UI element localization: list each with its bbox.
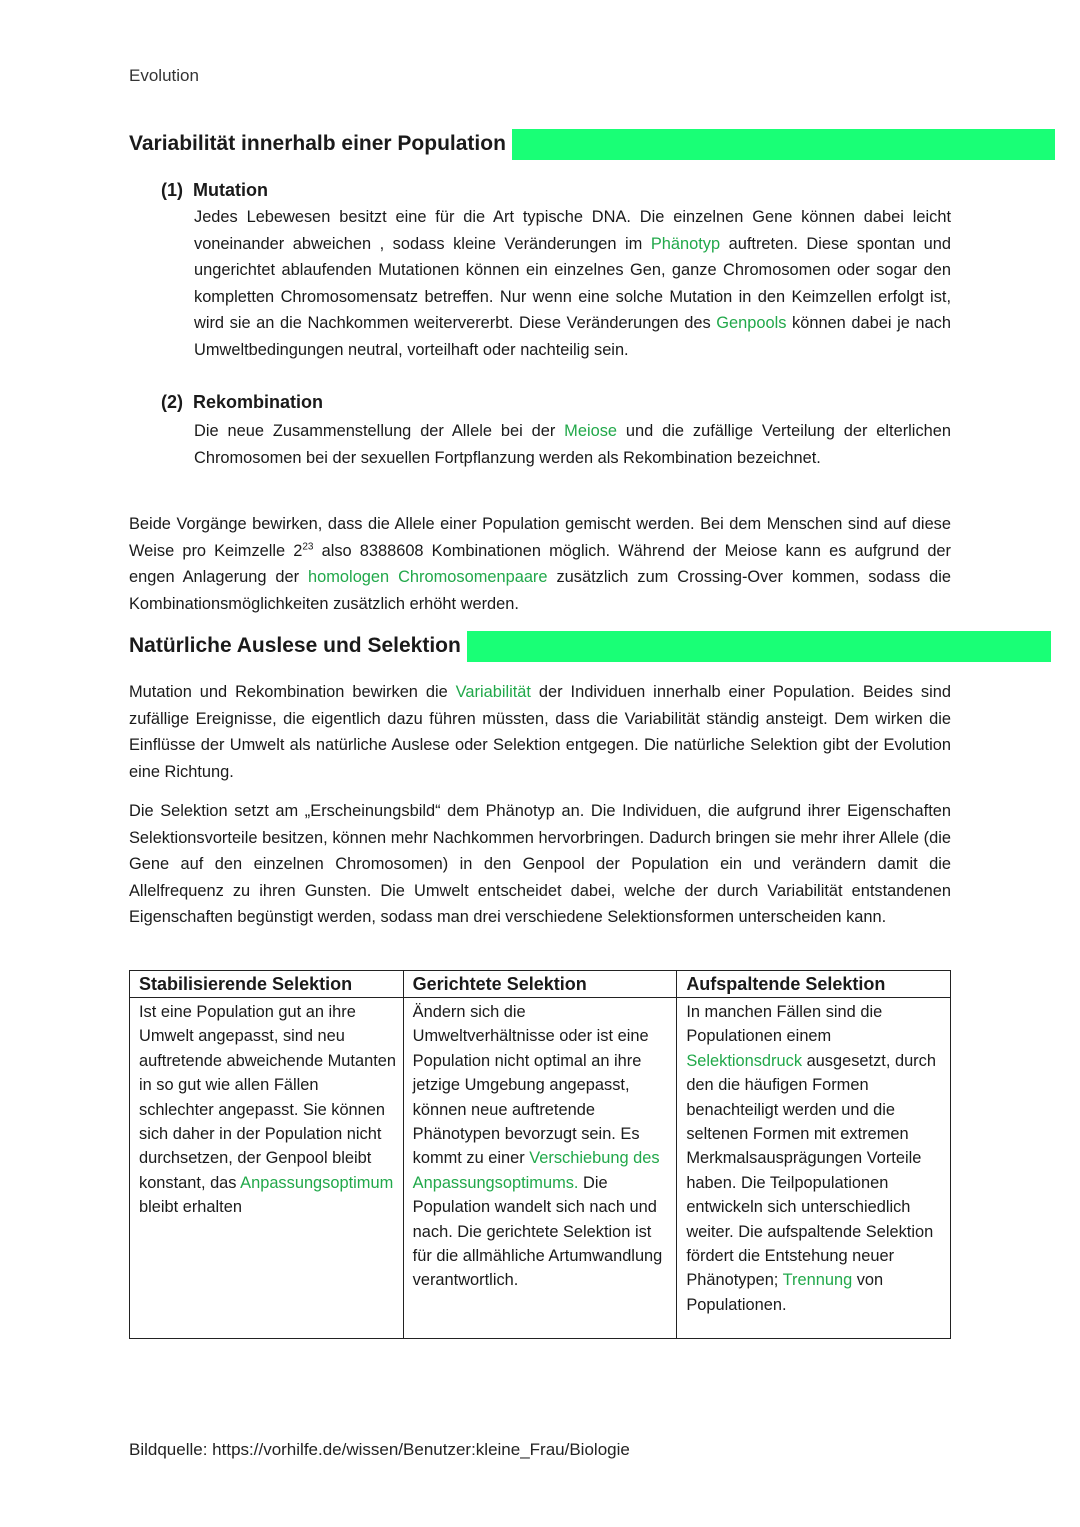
- term-phaenotyp: Phänotyp: [650, 234, 721, 253]
- table-header: Stabilisierende Selektion: [130, 971, 404, 998]
- selection-paragraph-2: Die Selektion setzt am „Erscheinungsbild“ dem Phänotyp an. Die Individuen, die aufgrund ihrer Eigenschaften Selektionsvorteile besitzen, können mehr Nachkommen hervorbringen. Dadurch bringen sie mehr ihrer Allele (die Gene auf den einzelnen Chromosomen) in den Genpool der Population ein und verändern damit die Allelfrequenz zu ihren Gunsten. Die Umwelt entscheidet dabei, welche der durch Variabilität entstandenen Eigenschaften begünstigt werden, sodass man drei verschiedene Selektionsformen unterscheiden kann.: [129, 802, 951, 926]
- table-header-row: [130, 971, 951, 998]
- selection-paragraph-1: Mutation und Rekombination bewirken die Variabilität der Individuen innerhalb einer Population. Beides sind zufällige Ereignisse, die eigentlich dazu führen müssten, dass die Variabilität ständig ansteigt. Dem wirken die Einflüsse der Umwelt als natürliche Auslese oder Selektion entgegen. Die natürliche Selektion gibt der Evolution eine Richtung.: [129, 683, 951, 781]
- table-cell-disruptive: In manchen Fällen sind die Populationen einem Selektionsdruck ausgesetzt, durch den die häufigen Formen benachteiligt werden und die seltenen Formen mit extremen Merkmalsausprägungen Vorteile haben. Die Teilpopulationen entwickeln sich unterschiedlich weiter. Die aufspaltende Selektion fördert die Entstehung neuer Phänotypen; Trennung von Populationen.: [677, 998, 951, 1339]
- recombination-paragraph: Die neue Zusammenstellung der Allele bei der Meiose und die zufällige Verteilung der elterlichen Chromosomen bei der sexuellen Fortpflanzung werden als Rekombination bezeichnet.: [194, 422, 951, 467]
- mutation-paragraph: Jedes Lebewesen besitzt eine für die Art typische DNA. Die einzelnen Gene können dabei leicht voneinander abweichen , sodass kleine Veränderungen im Phänotyp auftreten. Diese spontan und ungerichtet ablaufenden Mutationen können ein einzelnes Gen, ganze Chromosomen oder sogar den kompletten Chromosomensatz betreffen. Nur wenn eine solche Mutation in den Keimzellen erfolgt ist, wird sie an die Nachkommen weitervererbt. Diese Veränderungen des Genpools können dabei je nach Umweltbedingungen neutral, vorteilhaft oder nachteilig sein.: [194, 208, 951, 359]
- section-title: Variabilität innerhalb einer Population: [129, 132, 506, 155]
- item-number: (2): [161, 392, 183, 412]
- item-title: Rekombination: [193, 392, 324, 412]
- item-heading-mutation: [161, 180, 268, 201]
- term-selektionsdruck: Selektionsdruck: [686, 1051, 803, 1070]
- page-header: Evolution: [129, 66, 199, 85]
- table-header: Aufspaltende Selektion: [677, 971, 951, 998]
- table-cell-stabilizing: Ist eine Population gut an ihre Umwelt angepasst, sind neu auftretende abweichende Mutanten in so gut wie allen Fällen schlechter angepasst. Sie können sich daher in der Population nicht durchsetzen, der Genpool bleibt konstant, das Anpassungsoptimum bleibt erhalten: [130, 998, 404, 1339]
- summary-paragraph: Beide Vorgänge bewirken, dass die Allele einer Population gemischt werden. Bei dem Menschen sind auf diese Weise pro Keimzelle $2^{23}$ also 8388608 Kombinationen möglich. Während der Meiose kann es aufgrund der engen Anlagerung der homologen Chromosomenpaare zusätzlich zum Crossing-Over kommen, sodass die Kombinationsmöglichkeiten zusätzlich erhöht werden.: [129, 515, 952, 613]
- item-title: Mutation: [193, 180, 268, 200]
- section-heading-selection: [129, 629, 1051, 663]
- selection-table: [129, 970, 951, 1339]
- term-genpools: Genpools: [716, 314, 787, 332]
- table-cell-directional: Ändern sich die Umweltverhältnisse oder ist eine Population nicht optimal an ihre jetzige Umgebung angepasst, können neue auftretende Phänotypen bevorzugt sein. Es kommt zu einer Verschiebung des Anpassungsoptimums. Die Population wandelt sich nach und nach. Die gerichtete Selektion ist für die allmähliche Artumwandlung verantwortlich.: [403, 998, 677, 1339]
- item-heading-recombination: [161, 392, 323, 413]
- term-verschiebung: Verschiebung des Anpassungsoptimums.: [412, 1149, 660, 1192]
- image-source-footer: Bildquelle: https://vorhilfe.de/wissen/Benutzer:kleine_Frau/Biologie: [129, 1440, 630, 1459]
- term-anpassungsoptimum: Anpassungsoptimum: [240, 1173, 394, 1192]
- section-heading-variability: [129, 127, 1055, 161]
- section-title: Natürliche Auslese und Selektion: [129, 634, 461, 657]
- item-number: (1): [161, 180, 183, 200]
- highlight-bar: [512, 129, 1055, 160]
- term-trennung: Trennung: [782, 1271, 853, 1290]
- highlight-bar: [467, 631, 1051, 662]
- table-header: Gerichtete Selektion: [403, 971, 677, 998]
- term-variabilitaet: Variabilität: [455, 683, 531, 701]
- term-meiose: Meiose: [564, 422, 618, 440]
- exponent: 23: [302, 541, 314, 553]
- table-row: [130, 998, 951, 1339]
- term-homologe-chromosomenpaare: homologen Chromosomenpaare: [308, 568, 548, 586]
